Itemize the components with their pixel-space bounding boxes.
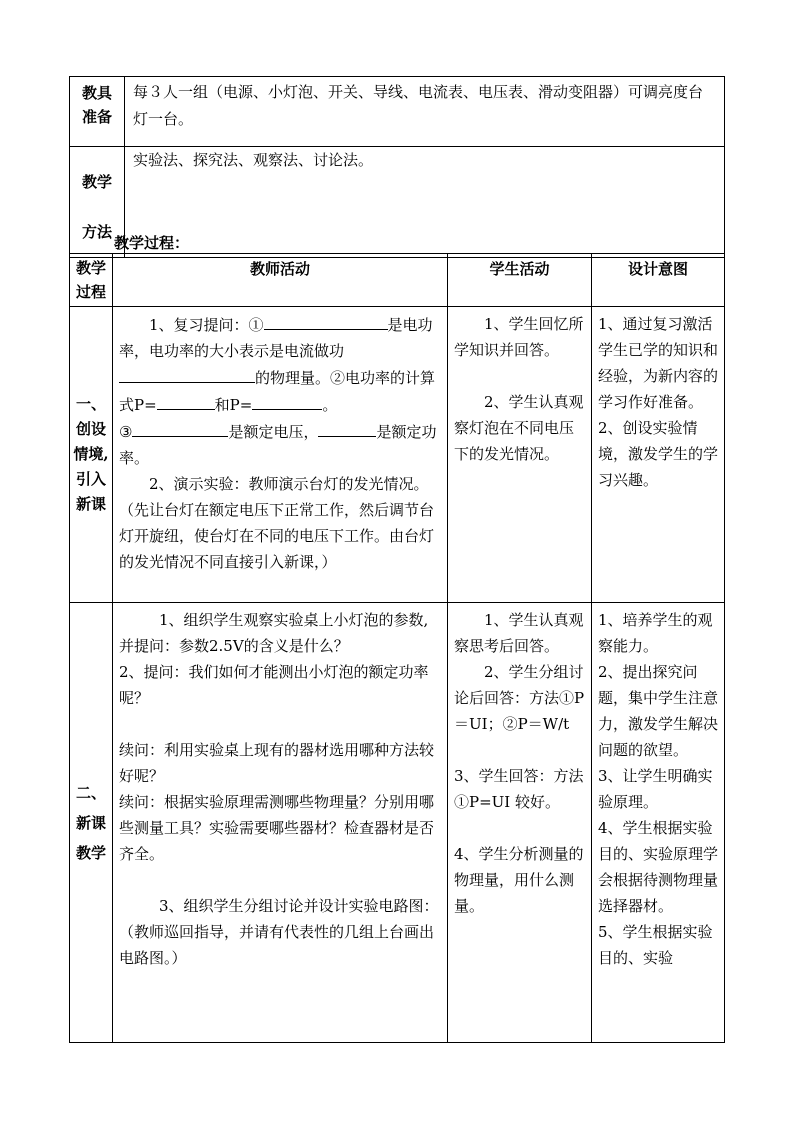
review-q-e: 。 bbox=[322, 396, 338, 414]
section2-student-2: 2、学生分组讨论后回答：方法①P＝UI；②P＝W/t bbox=[454, 663, 585, 733]
section1-student bbox=[448, 307, 592, 603]
section2-design-4: 4、学生根据实验目的、实验原理学会根据待测物理量选择器材。 bbox=[598, 819, 719, 915]
section2-teacher-5: 3、组织学生分组讨论并设计实验电路图：（教师巡回指导，并请有代表性的几组上台画出电路图。） bbox=[119, 897, 439, 967]
section2-student bbox=[448, 603, 592, 1043]
section2-teacher-1: 1、组织学生观察实验桌上小灯泡的参数,并提问：参数2.5V的含义是什么？ bbox=[119, 611, 429, 655]
spacer bbox=[119, 867, 441, 893]
section1-teacher bbox=[113, 307, 448, 603]
section1-design bbox=[592, 307, 725, 603]
header-col2: 教师活动 bbox=[113, 254, 448, 307]
prep-row bbox=[70, 77, 725, 147]
section1-design-1: 1、通过复习激活学生已学的知识和经验，为新内容的学习作好准备。 bbox=[598, 315, 719, 411]
section2-design-2: 2、提出探究问题，集中学生注意力，激发学生解决问题的欲望。 bbox=[598, 663, 719, 759]
section1-student-2: 2、学生认真观察灯泡在不同电压下的发光情况。 bbox=[454, 393, 584, 463]
spacer bbox=[119, 711, 441, 737]
blank-6 bbox=[318, 418, 376, 437]
prep-text: 每３人一组（电源、小灯泡、开关、导线、电流表、电压表、滑动变阻器）可调亮度台灯一台。 bbox=[125, 77, 725, 147]
prep-label: 教具准备 bbox=[70, 77, 125, 147]
header-col4: 设计意图 bbox=[592, 254, 725, 307]
section2-label: 二、新课教学 bbox=[70, 603, 113, 1043]
section2-teacher-4: 续问：根据实验原理需测哪些物理量？分别用哪些测量工具？实验需要哪些器材？检查器材是否齐全。 bbox=[119, 793, 435, 863]
blank-4 bbox=[252, 391, 322, 410]
section1-design-2: 2、创设实验情境，激发学生的学习兴趣。 bbox=[598, 419, 719, 489]
section2-design-3: 3、让学生明确实验原理。 bbox=[598, 767, 713, 811]
section2-student-1: 1、学生认真观察思考后回答。 bbox=[454, 611, 584, 655]
section2-design-1: 1、培养学生的观察能力。 bbox=[598, 611, 713, 655]
review-q-g: 是额定电压， bbox=[228, 423, 319, 441]
method-label-top: 教学 bbox=[81, 173, 112, 191]
spacer bbox=[454, 815, 585, 841]
blank-2 bbox=[119, 364, 255, 383]
demo-text: 2、演示实验：教师演示台灯的发光情况。（先让台灯在额定电压下正常工作，然后调节台灯开旋纽，使台灯在不同的电压下工作。由台灯的发光情况不同直接引入新课，） bbox=[119, 475, 435, 571]
section2-row bbox=[70, 603, 725, 1043]
header-col1: 教学过程 bbox=[70, 254, 113, 307]
section1-student-1: 1、学生回忆所学知识并回答。 bbox=[454, 315, 584, 359]
blank-5 bbox=[132, 418, 228, 437]
review-question bbox=[119, 311, 441, 471]
spacer bbox=[454, 363, 585, 389]
section2-student-4: 4、学生分析测量的物理量，用什么测量。 bbox=[454, 845, 584, 915]
review-q-f: ③ bbox=[119, 423, 133, 441]
section1-row bbox=[70, 307, 725, 603]
prep-method-table bbox=[69, 76, 725, 258]
review-q-a: 1、复习提问：① bbox=[149, 316, 264, 334]
method-label-bottom: 方法 bbox=[81, 223, 112, 241]
blank-3 bbox=[157, 391, 215, 410]
review-q-h: 是额定功率。 bbox=[119, 423, 437, 467]
blank-1 bbox=[264, 311, 388, 330]
section2-design-5: 5、学生根据实验目的、实验 bbox=[598, 923, 713, 967]
review-q-c: 的物理量。②电功率的计算式P= bbox=[119, 369, 436, 414]
section1-label: 一、创设情境,引入新课 bbox=[70, 307, 113, 603]
process-table bbox=[69, 253, 725, 1043]
section2-student-3: 3、学生回答：方法①P=UI 较好。 bbox=[454, 767, 584, 811]
spacer bbox=[454, 737, 585, 763]
method-text: 实验法、探究法、观察法、讨论法。 bbox=[125, 147, 725, 258]
header-row bbox=[70, 254, 725, 307]
process-caption: 教学过程： bbox=[114, 234, 190, 252]
header-col3: 学生活动 bbox=[448, 254, 592, 307]
review-q-d: 和P= bbox=[214, 396, 253, 414]
section2-design bbox=[592, 603, 725, 1043]
review-q-b: 是电功率，电功率的大小表示是电流做功 bbox=[119, 316, 433, 360]
section2-teacher-3: 续问：利用实验桌上现有的器材选用哪种方法较好呢？ bbox=[119, 741, 435, 785]
section2-teacher-2: 2、提问：我们如何才能测出小灯泡的额定功率呢？ bbox=[119, 663, 429, 707]
section2-teacher bbox=[113, 603, 448, 1043]
